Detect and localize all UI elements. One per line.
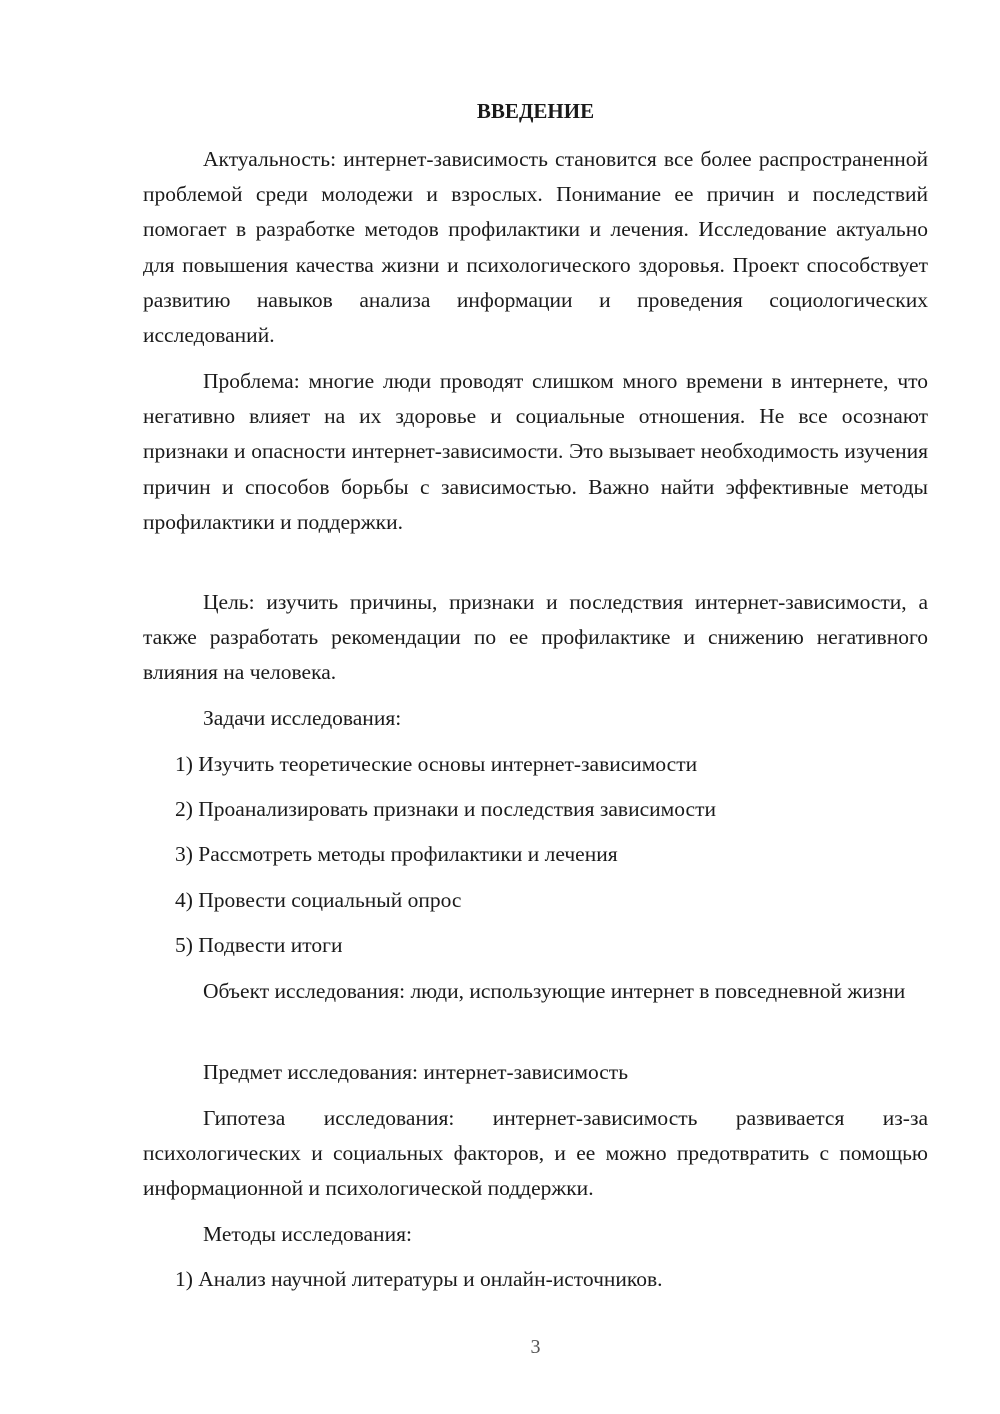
list-item: 1) Анализ научной литературы и онлайн-источников. (175, 1267, 663, 1291)
document-page (143, 0, 928, 1414)
list-item: 4) Провести социальный опрос (175, 888, 462, 912)
list-item: 3) Рассмотреть методы профилактики и лечения (175, 842, 618, 866)
list-item: 5) Подвести итоги (175, 933, 343, 957)
subject-paragraph: Предмет исследования: интернет-зависимость (203, 1060, 629, 1084)
page-number: 3 (530, 1336, 541, 1358)
problem-paragraph: Проблема: многие люди проводят слишком много времени в интернете, что негативно влияет на их здоровье и социальные отношения. Не все осознают признаки и опасности интернет-зависимости. Это вызывает необходимость изучения причин и способов борьбы с зависимостью. Важно найти эффективные методы профилактики и поддержки. (143, 369, 928, 534)
hypothesis-paragraph: Гипотеза исследования: интернет-зависимость развивается из-за психологических и социальных факторов, и ее можно предотвратить с помощью информационной и психологической поддержки. (143, 1106, 928, 1201)
tasks-title: Задачи исследования: (203, 706, 402, 730)
methods-title: Методы исследования: (203, 1222, 412, 1246)
list-item: 2) Проанализировать признаки и последствия зависимости (175, 797, 716, 821)
list-item: 1) Изучить теоретические основы интернет-зависимости (175, 752, 698, 776)
goal-paragraph: Цель: изучить причины, признаки и последствия интернет-зависимости, а также разработать рекомендации по ее профилактике и снижению негативного влияния на человека. (143, 590, 928, 685)
relevance-paragraph: Актуальность: интернет-зависимость становится все более распространенной проблемой среди молодежи и взрослых. Понимание ее причин и последствий помогает в разработке методов профилактики и лечения. Исследование актуально для повышения качества жизни и психологического здоровья. Проект способствует развитию навыков анализа информации и проведения социологических исследований. (143, 147, 928, 348)
object-paragraph: Объект исследования: люди, использующие интернет в повседневной жизни (203, 979, 906, 1003)
section-heading: ВВЕДЕНИЕ (476, 99, 595, 123)
